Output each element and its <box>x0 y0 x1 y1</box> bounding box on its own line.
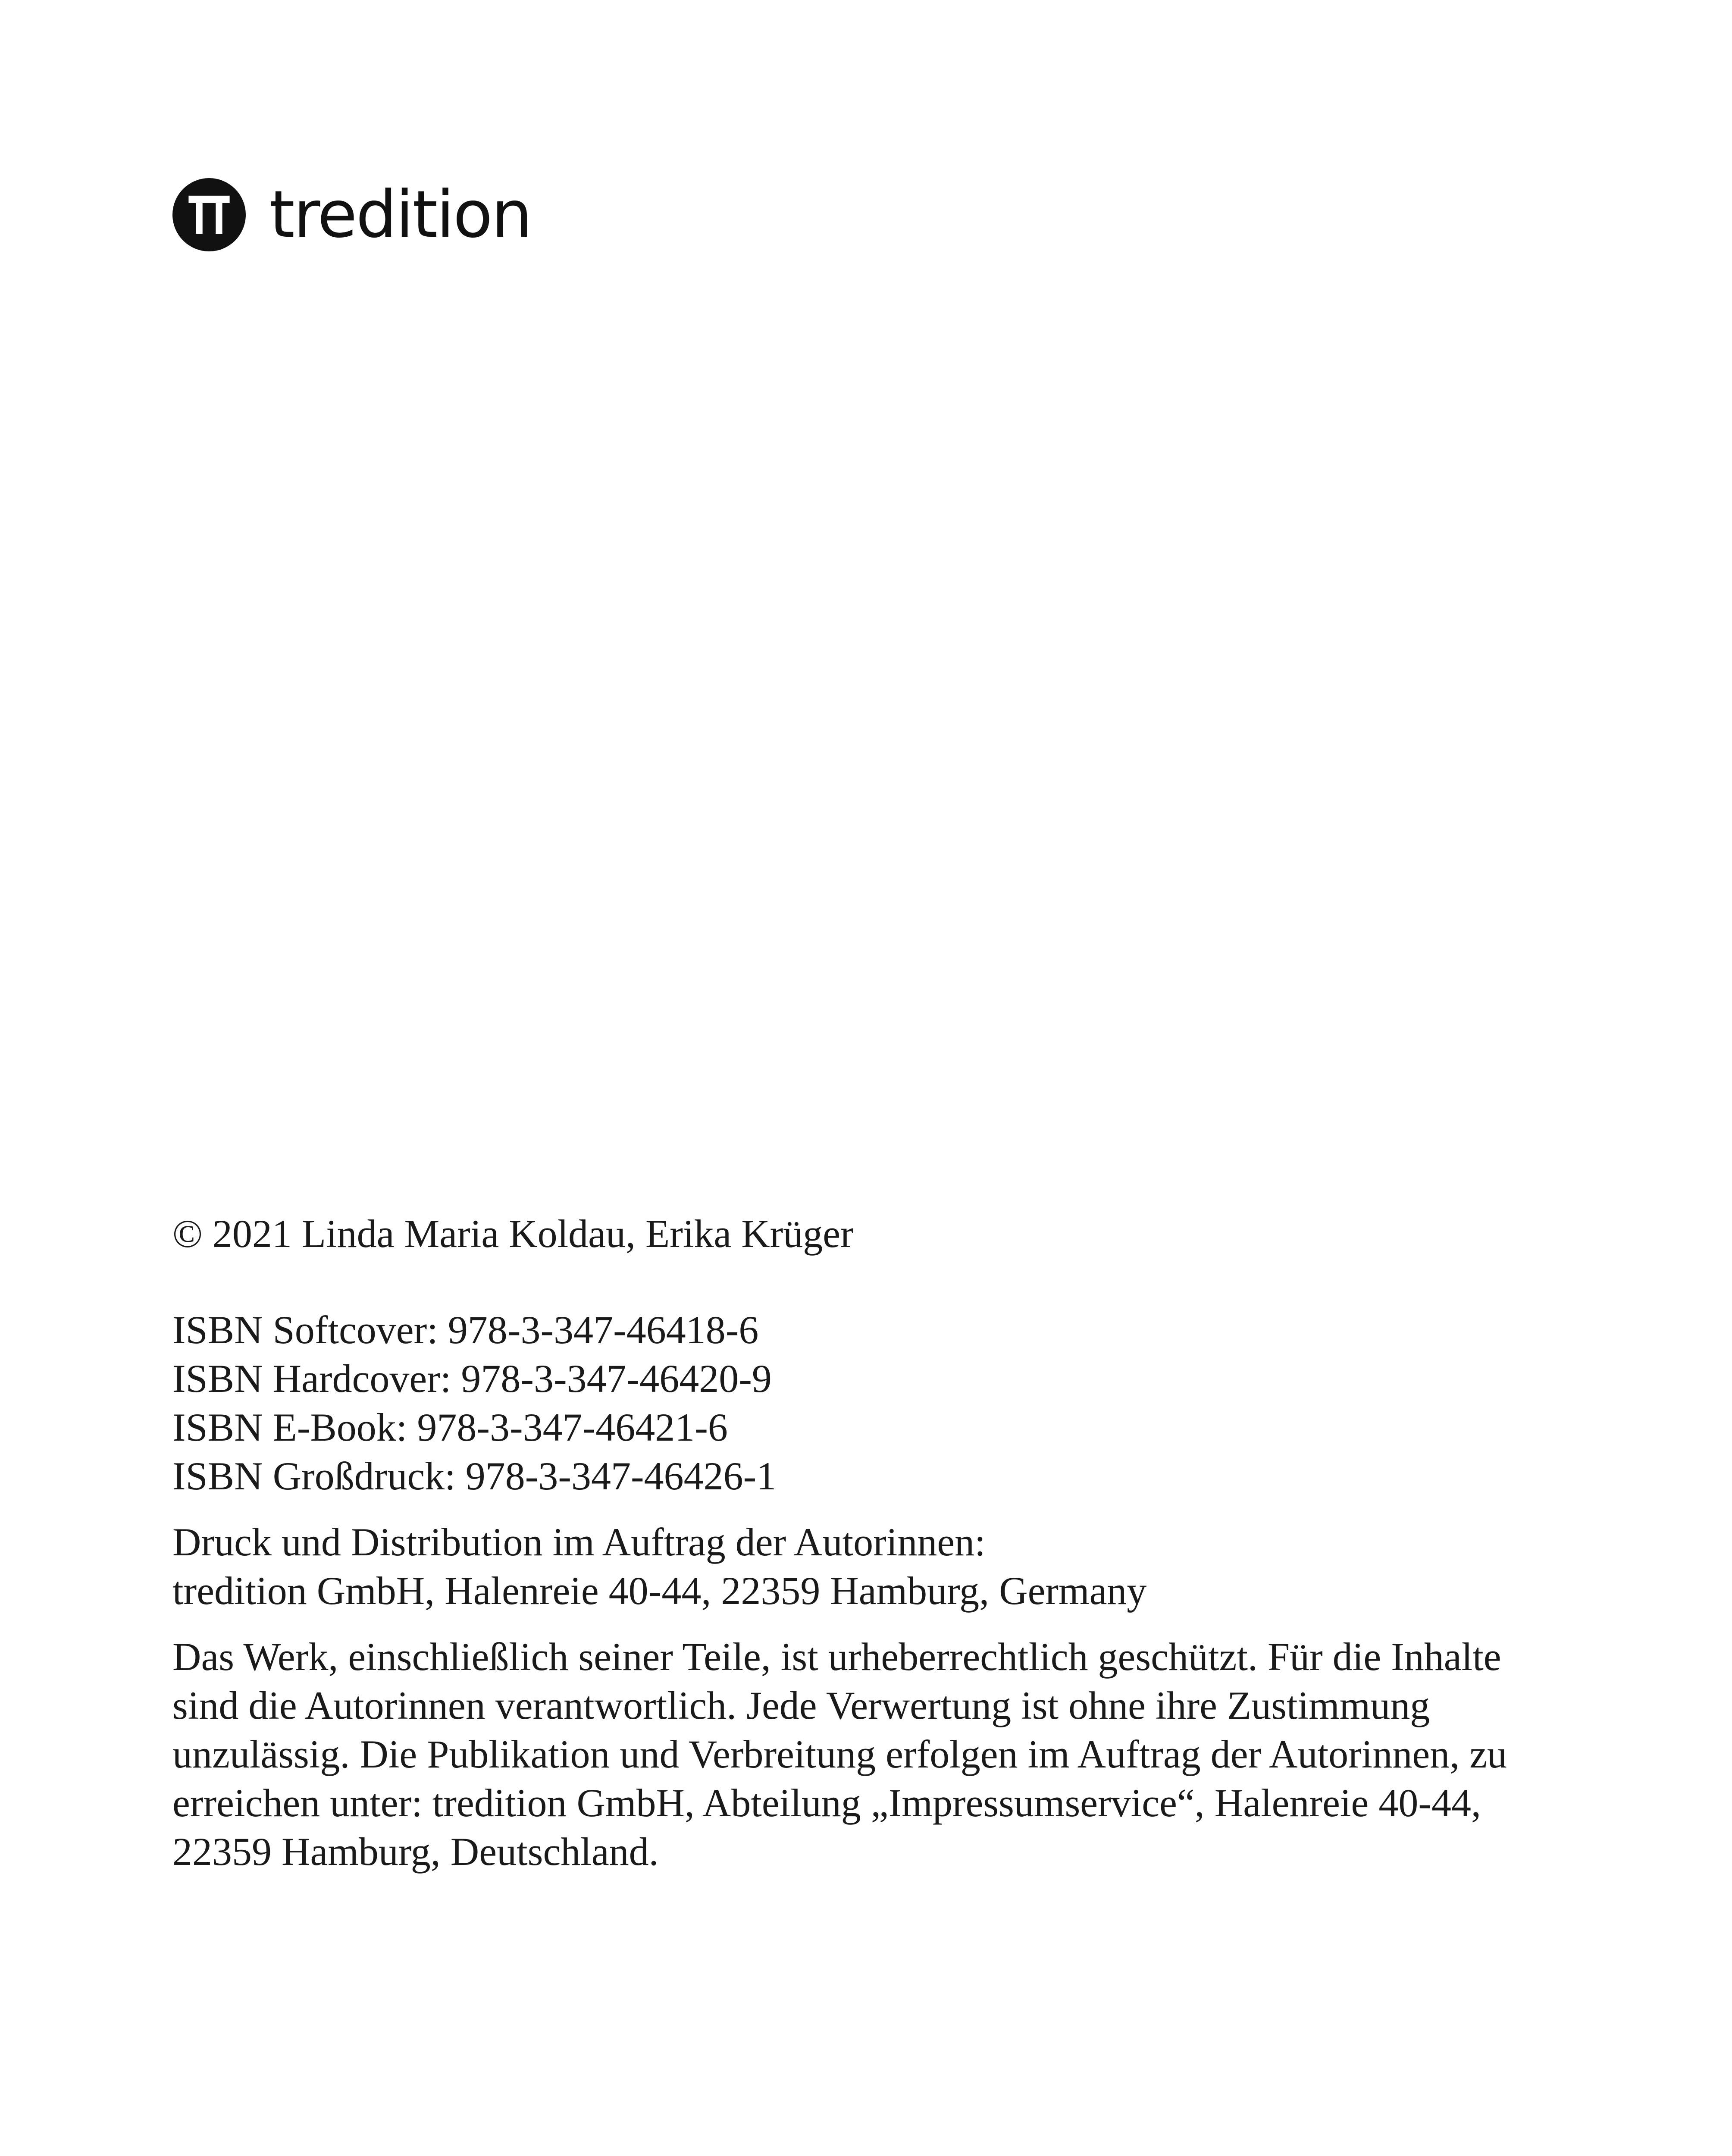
copyright-notice: © 2021 Linda Maria Koldau, Erika Krüger <box>172 1212 854 1256</box>
rights-line: unzulässig. Die Publikation und Verbreitung erfolgen im Auftrag der Autorinnen, zu <box>172 1732 1507 1776</box>
rights-line: sind die Autorinnen verantwortlich. Jede Verwertung ist ohne ihre Zustimmung <box>172 1683 1430 1727</box>
rights-line: Das Werk, einschließlich seiner Teile, ist urheberrechtlich geschützt. Für die Inhalte <box>172 1635 1501 1679</box>
rights-line: 22359 Hamburg, Deutschland. <box>172 1830 659 1874</box>
isbn-hardcover: ISBN Hardcover: 978-3-347-46420-9 <box>172 1357 772 1401</box>
rights-notice <box>172 1633 1595 1876</box>
publisher-address: tredition GmbH, Halenreie 40-44, 22359 Hamburg, Germany <box>172 1569 1147 1613</box>
distribution-info <box>172 1518 1595 1615</box>
distribution-line: Druck und Distribution im Auftrag der Autorinnen: <box>172 1520 986 1564</box>
isbn-softcover: ISBN Softcover: 978-3-347-46418-6 <box>172 1308 759 1352</box>
rights-line: erreichen unter: tredition GmbH, Abteilung „Impressumservice“, Halenreie 40-44, <box>172 1781 1481 1825</box>
imprint-section <box>172 1210 1595 1876</box>
publisher-logo <box>172 178 531 251</box>
isbn-list <box>172 1306 1595 1501</box>
publisher-wordmark: tredition <box>269 177 531 252</box>
isbn-ebook: ISBN E-Book: 978-3-347-46421-6 <box>172 1405 728 1449</box>
isbn-large-print: ISBN Großdruck: 978-3-347-46426-1 <box>172 1454 777 1498</box>
tredition-logo-icon <box>172 178 246 251</box>
